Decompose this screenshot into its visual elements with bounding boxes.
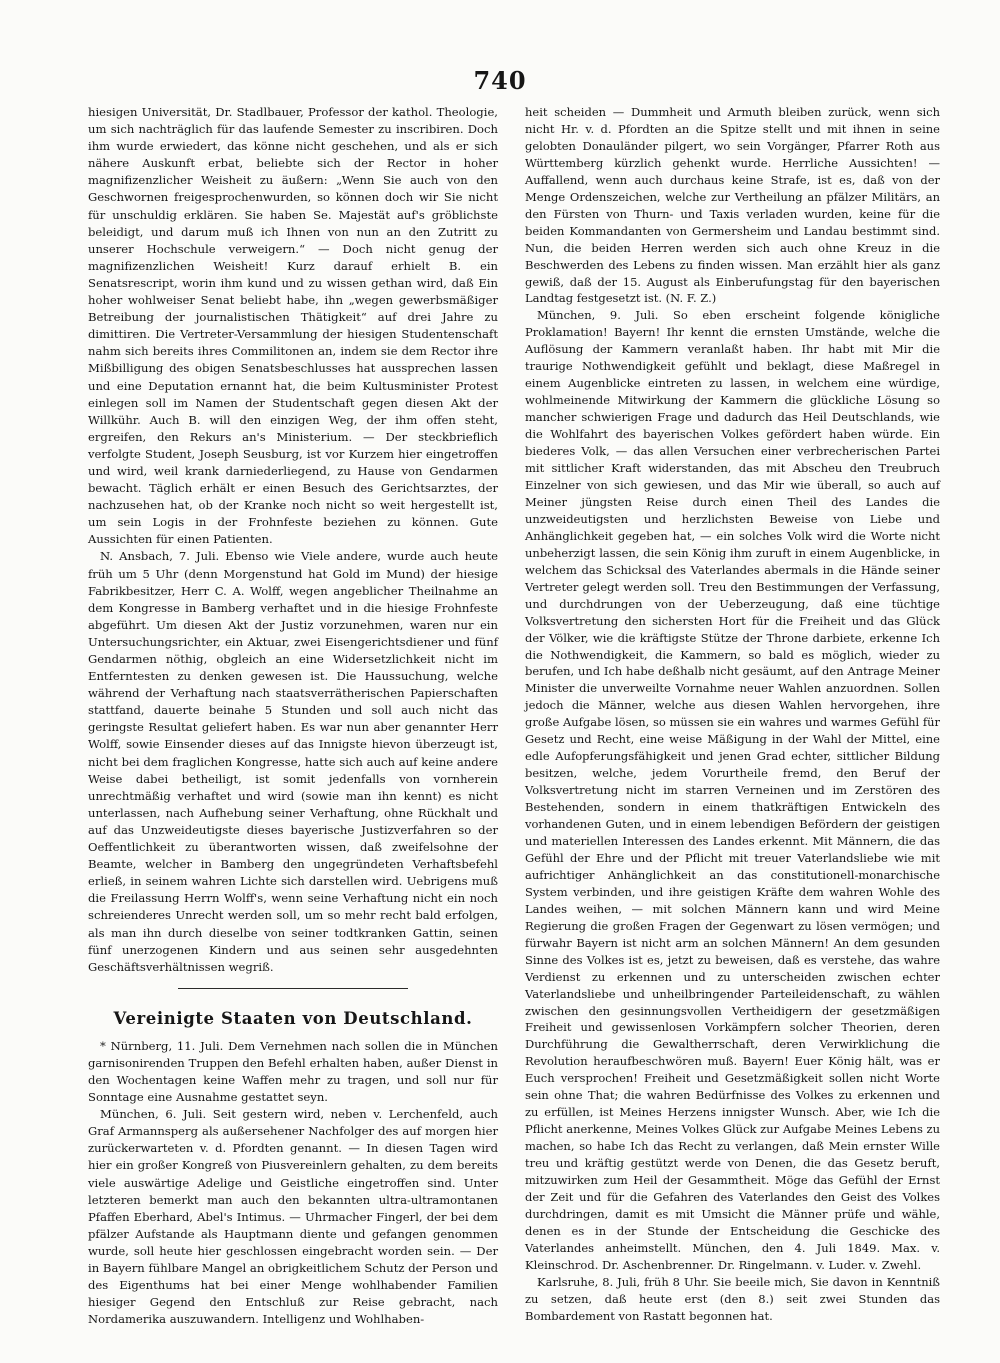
article-karlsruhe: Karlsruhe, 8. Juli, früh 8 Uhr. Sie beeile mich, Sie davon in Kenntniß zu setzen, daß heute erst (den 8.) seit zwei Stunden das Bombardement von Rastatt begonnen hat. xyxy=(525,1274,940,1323)
page-number: 740 xyxy=(473,66,527,95)
article-proclamation: München, 9. Juli. So eben erscheint folgende königliche Proklamation! Bayern! Ihr kennt die ernsten Umstände, welche die Auflösung der Kammern veranlaßt haben. Ihr habt mit Mir die traurige Nothwendigkeit gefühlt und beklagt, diese Maßregel in einem Augenblicke eintreten zu lassen, in welchem eine würdige, wohlmeinende Mitwirkung der Kammern die glückliche Lösung so mancher schwierigen Frage und dadurch das Heil Deutschlands, wie die Wohlfahrt des bayerischen Volkes gefördert haben würde. Ein biederes Volk, — das allen Versuchen einer verbrecherischen Partei mit sittlicher Kraft widerstanden, das mit Abscheu den Treubruch Einzelner von sich gewiesen, und das Mir wie überall, so auch auf Meiner jüngsten Reise durch einen Theil des Landes die unzweideutigsten und herzlichsten Beweise von Liebe und Anhänglichkeit gegeben hat, — ein solches Volk wird die Worte nicht unbeherzigt lassen, die sein König ihm zuruft in einem Augenblicke, in welchem das Schicksal des Vaterlandes abermals in die Hände seiner Vertreter gelegt werden soll. Treu den Bestimmungen der Verfassung, und durchdrungen von der Ueberzeugung, daß eine tüchtige Volksvertretung den sichersten Hort für die Freiheit und das Glück der Völker, wie die kräftigste Stütze der Throne darbiete, erkenne Ich die Nothwendigkeit, die Kammern, so bald es möglich, wieder zu berufen, und Ich habe deßhalb nicht gesäumt, auf den Antrage Meiner Minister die unverweilte Vornahme neuer Wahlen anzuordnen. Sollen jedoch die Männer, welche aus diesen Wahlen hervorgehen, ihre große Aufgabe lösen, so müssen sie ein wahres und warmes Gefühl für Gesetz und Recht, eine weise Mäßigung in der Wahl der Mittel, eine edle Aufopferungsfähigkeit und jenen Grad echter, sittlicher Bildung besitzen, welche, jedem Vorurtheile fremd, den Beruf der Volksvertretung nicht im starren Verneinen und im Zerstören des Bestehenden, sondern in einem thatkräftigen Entwickeln des vorhandenen Guten, und in einem lebendigen Befördern der geistigen und materiellen Interessen des Landes erkennt. Mit Männern, die das Gefühl der Ehre und der Pflicht mit treuer Vaterlandsliebe wie mit aufrichtiger Anhänglichkeit an das constitutionell-monarchische System verbinden, und ihre geistigen Kräfte dem wahren Wohle des Landes weihen, — mit solchen Männern kann und wird Meine Regierung die großen Fragen der Gegenwart zu lösen vermögen; und fürwahr Bayern ist nicht arm an solchen Männern! An dem gesunden Sinne des Volkes ist es, jetzt zu beweisen, daß es verstehe, das wahre Verdienst zu erkennen und zu unterscheiden zwischen echter Vaterlandsliebe und unheilbringender Parteileidenschaft, zu wählen zwischen den gesinnungsvollen Vertheidigern der gesetzmäßigen Freiheit und gewissenlosen Vorkämpfern solcher Theorien, deren Durchführung die Gewaltherrschaft, deren Verwirklichung die Revolution heraufbeschwören muß. Bayern! Euer König hält, was er Euch versprochen! Freiheit und Gesetzmäßigkeit sollen nicht Worte sein ohne That; die wahren Bedürfnisse des Volkes zu erkennen und zu erfüllen, ist Meines Herzens innigster Wunsch. Aber, wie Ich die Pflicht anerkenne, Meines Volkes Glück zur Aufgabe Meines Lebens zu machen, so habe Ich das Recht zu verlangen, daß Mein ernster Wille treu und kräftig gestützt werde von Denen, die das Gesetz beruft, mitzuwirken zum Heil der Gesammtheit. Möge das Gefühl der Ernst der Zeit und für die Gefahren des Vaterlandes den Geist des Volkes durchdringen, damit es mit Umsicht die Männer prüfe und wähle, denen es in der Stunde der Entscheidung die Geschicke des Vaterlandes anheimstellt. München, den 4. Juli 1849. Max. v. Kleinschrod. Dr. Aschenbrenner. Dr. Ringelmann. v. Luder. v. Zwehl. xyxy=(525,308,940,1272)
article-continuation: heit scheiden — Dummheit und Armuth bleiben zurück, wenn sich nicht Hr. v. d. Pfordten an die Spitze stellt und mit ihnen in seine gelobten Donauländer pilgert, wo sein Vorgänger, Pfarrer Roth aus Württemberg kürzlich gehenkt wurde. Herrliche Aussichten! — Auffallend, wenn auch durchaus keine Strafe, ist es, daß von der Menge Ordenszeichen, welche zur Vertheilung an pfälzer Militärs, an den Fürsten von Thurn- und Taxis verladen wurden, keine für die beiden Kommandanten von Germersheim und Landau bestimmt sind. Nun, die beiden Herren werden sich auch ohne Kreuz in die Beschwerden des Lebens zu finden wissen. Man erzählt hier als ganz gewiß, daß der 15. August als Einberufungstag für den bayerischen Landtag festgesetzt ist. (N. F. Z.) xyxy=(525,105,940,306)
section-heading: Vereinigte Staaten von Deutschland. xyxy=(113,1008,473,1028)
section-divider xyxy=(178,988,408,989)
article-paragraph-1: hiesigen Universität, Dr. Stadlbauer, Professor der kathol. Theologie, um sich nachträglich für das laufende Semester zu inscribiren. Doch ihm wurde erwiedert, das könne nicht geschehen, und als er sich nähere Auskunft erbat, beliebte sich der Rector in hoher magnifizenzlicher Weisheit zu äußern: „Wenn Sie auch von den Geschwornen freigesprochenwurden, so können doch wir Sie nicht für unschuldig erklären. Sie haben Se. Majestät auf's gröblichste beleidigt, und darum muß ich Ihnen von nun an den Zutritt zu unserer Hochschule verweigern.“ — Doch nicht genug der magnifizenzlichen Weisheit! Kurz darauf erhielt B. ein Senatsrescript, worin ihm kund und zu wissen gethan wird, daß Ein hoher wohlweiser Senat beliebt habe, ihn „wegen gewerbsmäßiger Betreibung der journalistischen Thätigkeit“ auf drei Jahre zu dimittiren. Die Vertreter-Versammlung der hiesigen Studentenschaft nahm sich bereits ihres Commilitonen an, indem sie dem Rector ihre Mißbilligung des obigen Senatsbeschlusses hat aussprechen lassen und eine Deputation ernannt hat, die beim Kultusminister Protest einlegen soll im Namen der Studentschaft gegen diesen Akt der Willkühr. Auch B. will den einzigen Weg, der ihm offen steht, ergreifen, den Rekurs an's Ministerium. — Der steckbrieflich verfolgte Student, Joseph Seusburg, ist vor Kurzem hier eingetroffen und wird, weil krank darniederliegend, zu Hause von Gendarmen bewacht. Täglich erhält er einen Besuch des Gerichtsarztes, der nachzusehen hat, ob der Kranke noch nicht so weit hergestellt ist, um sein Logis in der Frohnfeste beziehen zu können. Gute Aussichten für einen Patienten. xyxy=(88,105,498,547)
article-ansbach: N. Ansbach, 7. Juli. Ebenso wie Viele andere, wurde auch heute früh um 5 Uhr (denn Morgenstund hat Gold im Mund) der hiesige Fabrikbesitzer, Herr C. A. Wolff, wegen angeblicher Theilnahme an dem Kongresse in Bamberg verhaftet und in die hiesige Frohnfeste abgeführt. Um diesen Akt der Justiz vorzunehmen, waren nur ein Untersuchungsrichter, ein Aktuar, zwei Eisengerichtsdiener und fünf Gendarmen nöthig, obgleich an eine Widersetzlichkeit nicht im Entferntesten zu denken gewesen ist. Die Haussuchung, welche während der Verhaftung nach staatsverrätherischen Papierschaften stattfand, dauerte beinahe 5 Stunden und soll auch nicht das geringste Resultat geliefert haben. Es war nun aber genannter Herr Wolff, sowie Einsender dieses auf das Innigste hievon überzeugt ist, nicht bei dem fraglichen Kongresse, hatte sich auch auf keine andere Weise dabei betheiligt, ist somit jedenfalls von vornherein unrechtmäßig verhaftet und wird (sowie man ihn kennt) es nicht unterlassen, nach Aufhebung seiner Verhaftung, ohne Rückhalt und auf das Unzweideutigste dieses bayerische Justizverfahren so der Oeffentlichkeit zu überantworten wissen, daß zweifelsohne der Beamte, welcher in Bamberg den ungegründeten Verhaftsbefehl erließ, in seinem wahren Lichte sich darstellen wird. Uebrigens muß die Freilassung Herrn Wolff's, wenn seine Verhaftung nicht ein noch schreienderes Unrecht werden soll, um so mehr recht bald erfolgen, als man ihn durch dieselbe von seiner todtkranken Gattin, seinen fünf unerzogenen Kindern und aus seinen sehr ausgedehnten Geschäftsverhältnissen wegriß. xyxy=(88,549,498,974)
right-column xyxy=(525,104,940,1325)
left-column xyxy=(88,104,498,1328)
article-nuernberg: * Nürnberg, 11. Juli. Dem Vernehmen nach sollen die in München garnisonirenden Truppen den Befehl erhalten haben, außer Dienst in den Wochentagen keine Waffen mehr zu tragen, und soll nur für Sonntage eine Ausnahme gestattet seyn. xyxy=(88,1038,498,1105)
article-muenchen-6-juli: München, 6. Juli. Seit gestern wird, neben v. Lerchenfeld, auch Graf Armannsperg als außersehener Nachfolger des auf morgen hier zurückerwarteten v. d. Pfordten genannt. — In diesen Tagen wird hier ein großer Kongreß von Piusvereinlern gehalten, zu dem bereits viele auswärtige Adelige und Geistliche eingetroffen sind. Unter letzteren bemerkt man auch den bekannten ultra-ultramontanen Pfaffen Eberhard, Abel's Intimus. — Uhrmacher Fingerl, der bei dem pfälzer Aufstande als Hauptmann diente und gefangen genommen wurde, soll heute hier geschlossen eingebracht worden sein. — Der in Bayern fühlbare Mangel an obrigkeitlichem Schutz der Person und des Eigenthums hat bei einer Menge wohlhabender Familien hiesiger Gegend den Entschluß zur Reise gebracht, nach Nordamerika auszuwandern. Intelligenz und Wohlhaben- xyxy=(88,1107,498,1327)
